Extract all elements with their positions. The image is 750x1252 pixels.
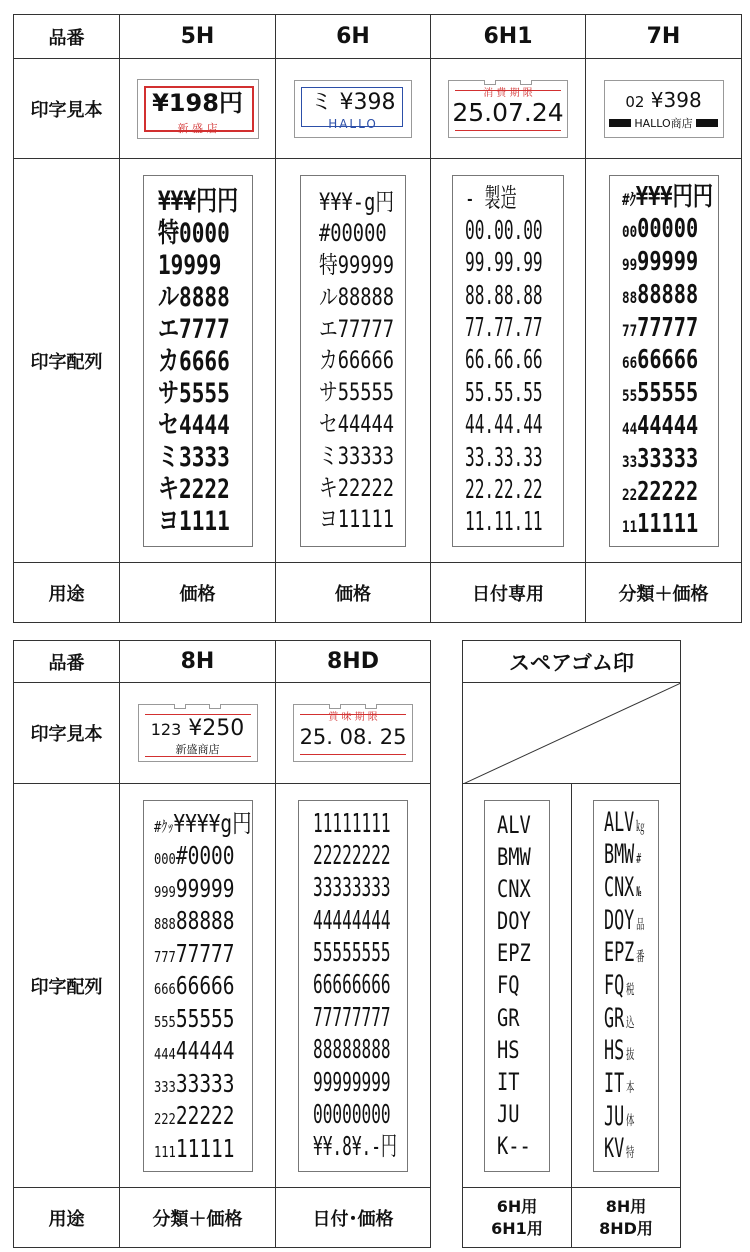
- print-line: K--: [497, 1132, 531, 1161]
- print-line: ALV: [497, 810, 531, 839]
- spare-stamp-letters: JU: [604, 1100, 625, 1132]
- print-line: [154, 908, 235, 933]
- print-line: セ44444: [319, 410, 395, 439]
- print-line-small: 77: [621, 320, 637, 340]
- usage-6h: 価格: [276, 563, 431, 623]
- model-5h: 5H: [120, 15, 276, 59]
- spare-stamp-letters: IT: [604, 1068, 625, 1099]
- print-line: セ4444: [157, 410, 230, 442]
- print-line-small: 11: [621, 517, 637, 537]
- sample-5h-price: ¥198円: [152, 88, 243, 117]
- row-label-sample: 印字見本: [14, 59, 120, 159]
- print-array-6h1: [452, 175, 564, 547]
- print-line: キ22222: [319, 473, 395, 502]
- spare-stamp-letters: FQ: [604, 969, 625, 1001]
- print-line: [621, 443, 698, 474]
- usage-5h: 価格: [120, 563, 276, 623]
- print-line-big: 11111: [175, 1133, 235, 1163]
- print-line: FQ: [497, 971, 520, 1000]
- spare-stamp-letters: DOY: [604, 904, 635, 936]
- print-line: 19999: [157, 249, 221, 281]
- print-line-big: 22222: [636, 476, 698, 507]
- print-line: ヨ1111: [157, 506, 230, 538]
- print-line: カ66666: [319, 346, 395, 375]
- print-line: EPZ: [497, 939, 531, 968]
- spare-stamp-kanji: ㎏: [636, 818, 645, 835]
- sample-7h-code: 02: [625, 92, 645, 111]
- array-cell-6h1: [431, 159, 586, 563]
- model-7h: 7H: [586, 15, 742, 59]
- print-line: [621, 509, 698, 540]
- print-line-small: #ｸｯ: [153, 817, 173, 836]
- sample-cell-6h: [276, 59, 431, 159]
- print-line: [621, 214, 698, 245]
- print-line: [621, 378, 698, 409]
- usage-6h1: 日付専用: [431, 563, 586, 623]
- print-line: [621, 476, 698, 507]
- table-spare-stamps: [462, 640, 681, 1248]
- spare-stamp-kanji: 税: [626, 981, 635, 998]
- print-line: ミ33333: [319, 441, 395, 470]
- print-line: GR: [497, 1003, 520, 1032]
- label-sample-8hd: [293, 704, 413, 762]
- sample-7h-shop: HALLO商店: [634, 116, 693, 130]
- row-label-usage-2: 用途: [14, 1188, 120, 1248]
- spare-stamp-kanji: #: [636, 851, 642, 868]
- sample-cell-8h: [120, 683, 276, 784]
- array-cell-7h: [586, 159, 742, 563]
- print-line: 22.22.22: [465, 475, 543, 506]
- label-sample-5h: [137, 79, 259, 139]
- sample-8hd-header: 賞 味 期 限: [328, 712, 378, 723]
- print-line: [621, 345, 698, 376]
- print-line-small: 222: [153, 1110, 176, 1128]
- spare-stamp-line: [604, 839, 642, 871]
- spare-stamp-kanji: 体: [626, 1112, 635, 1129]
- print-line: 77777777: [313, 1002, 391, 1033]
- print-line: HS: [497, 1035, 520, 1064]
- print-line: [621, 312, 698, 343]
- print-array-8hd: [298, 800, 408, 1172]
- print-line: 00000000: [313, 1100, 391, 1131]
- spare-stamp-line: [604, 904, 645, 936]
- spare-stamp-line: [604, 806, 645, 838]
- spare-stamp-letters: GR: [604, 1002, 625, 1034]
- sample-cell-7h: [586, 59, 742, 159]
- print-line: 11.11.11: [465, 507, 543, 538]
- print-line: JU: [497, 1100, 520, 1129]
- row-label-sample-2: 印字見本: [14, 683, 120, 784]
- spare-stamp-kanji: 特: [626, 1145, 635, 1162]
- spare-stamp-letters: BMW: [604, 839, 635, 871]
- print-line: エ7777: [157, 313, 230, 345]
- print-line: サ5555: [157, 378, 230, 410]
- spare-stamp-line: [604, 1100, 635, 1132]
- print-line: 99999999: [313, 1067, 391, 1098]
- print-line: [621, 247, 698, 278]
- print-line-small: 666: [153, 980, 176, 998]
- print-line: [153, 1133, 235, 1163]
- spare-stamp-kanji: 抜: [626, 1047, 635, 1064]
- spare-stamp-line: [604, 937, 645, 969]
- spare-stamp-kanji: 本: [626, 1080, 635, 1096]
- print-line: ミ3333: [157, 442, 230, 474]
- print-line-big: 66666: [175, 971, 235, 1000]
- print-line: - 製造: [465, 183, 517, 214]
- print-line: 77.77.77: [465, 313, 543, 344]
- print-line: 88.88.88: [465, 280, 543, 311]
- array-cell-5h: [120, 159, 276, 563]
- print-line: 88888888: [313, 1035, 391, 1066]
- sample-cell-6h1: [431, 59, 586, 159]
- spare-stamp-line: [604, 1035, 635, 1067]
- spare-stamp-line: [604, 969, 635, 1001]
- print-line: DOY: [497, 907, 531, 936]
- sample-6h-prefix: ミ: [310, 89, 333, 115]
- print-line-big: 77777: [175, 938, 235, 968]
- print-line: 55.55.55: [465, 377, 543, 408]
- spare-title: スペアゴム印: [463, 641, 681, 683]
- print-line: [153, 1003, 235, 1033]
- print-line-big: 99999: [175, 873, 235, 903]
- print-line-big: 55555: [175, 1003, 235, 1033]
- print-line: 11111111: [313, 808, 391, 839]
- sample-8h-price: ¥250: [188, 716, 245, 741]
- print-line-big: 44444: [175, 1036, 235, 1065]
- spare-stamp-letters: CNX: [604, 871, 635, 903]
- print-line-big: ¥¥¥¥g円: [172, 808, 252, 838]
- print-line: 66.66.66: [465, 345, 543, 376]
- sample-cell-8hd: [276, 683, 431, 784]
- spare-stamp-line: [604, 1133, 635, 1165]
- print-line-small: 111: [153, 1142, 176, 1161]
- spare-stamp-letters: KV: [604, 1133, 625, 1165]
- print-line: ル88888: [319, 282, 395, 311]
- print-line: [621, 181, 713, 212]
- usage-7h: 分類＋価格: [586, 563, 742, 623]
- spare-usage-8hd: 8HD用: [599, 1218, 653, 1238]
- spare-stamp-line: [604, 1002, 635, 1034]
- print-line-big: 66666: [636, 345, 698, 376]
- print-line: [621, 411, 698, 442]
- spare-usage-6h: 6H用: [496, 1196, 538, 1216]
- sample-5h-shop: 新 盛 店: [177, 121, 218, 135]
- spare-stamp-letters: HS: [604, 1035, 625, 1067]
- sample-6h1-header: 消 費 期 限: [483, 87, 533, 99]
- sample-8hd-date: 25. 08. 25: [299, 725, 407, 749]
- row-label-usage: 用途: [14, 563, 120, 623]
- print-line-small: 000: [153, 850, 176, 868]
- print-line: ¥¥¥円円: [157, 185, 238, 217]
- print-array-6h: [300, 175, 406, 547]
- print-line: 55555555: [313, 938, 391, 969]
- usage-8h: 分類＋価格: [120, 1188, 276, 1248]
- print-line: [153, 808, 252, 838]
- model-8hd: 8HD: [276, 641, 431, 683]
- print-line-big: ¥¥¥円円: [635, 181, 713, 212]
- sample-6h-price: ¥398: [339, 89, 396, 115]
- print-line-big: 77777: [636, 312, 698, 343]
- array-cell-8h: [120, 784, 276, 1188]
- spare-stamp-letters: ALV: [604, 806, 635, 838]
- spare-usage-2: [572, 1188, 681, 1248]
- print-line-small: 55: [621, 386, 637, 406]
- print-line: [154, 973, 235, 998]
- print-line: ¥¥¥-g円: [319, 187, 395, 216]
- print-array-8h: [143, 800, 253, 1172]
- print-line-big: 55555: [636, 378, 698, 409]
- print-line: [621, 279, 698, 310]
- print-line-small: 00: [621, 222, 637, 242]
- model-6h: 6H: [276, 15, 431, 59]
- print-line: IT: [497, 1068, 520, 1096]
- print-line: 44.44.44: [465, 410, 543, 441]
- print-line-big: 33333: [636, 443, 698, 474]
- spare-usage-8h: 8H用: [605, 1196, 647, 1216]
- spare-stamp-kanji: 込: [626, 1014, 635, 1031]
- print-line-small: 444: [153, 1045, 176, 1063]
- spare-stamp-letters: EPZ: [604, 937, 635, 969]
- row-label-model: 品番: [14, 15, 120, 59]
- row-label-model-2: 品番: [14, 641, 120, 683]
- print-line: #00000: [319, 219, 387, 248]
- array-cell-6h: [276, 159, 431, 563]
- table-8h: [13, 640, 431, 1248]
- sample-7h-price: ¥398: [650, 87, 702, 112]
- print-line-small: 22: [621, 484, 637, 504]
- print-line-big: 00000: [636, 214, 698, 245]
- print-line-big: 11111: [636, 509, 698, 540]
- print-line: [153, 938, 235, 968]
- print-line: 33333333: [313, 873, 391, 904]
- print-line: カ6666: [157, 345, 230, 377]
- print-line: ル8888: [157, 281, 230, 313]
- label-sample-6h1: [448, 80, 568, 138]
- spare-stamp-col2: [593, 800, 659, 1172]
- print-line-big: #0000: [175, 841, 235, 870]
- print-line-big: 99999: [636, 247, 698, 278]
- print-line-small: 333: [153, 1077, 176, 1096]
- print-line-small: 99: [621, 255, 637, 275]
- spare-stamp-kanji: 番: [636, 949, 645, 966]
- print-line: 66666666: [313, 970, 391, 1001]
- spare-usage-1: [463, 1188, 572, 1248]
- spare-diagonal-cell: [463, 683, 681, 784]
- print-line: ¥¥.8¥.-円: [313, 1132, 398, 1163]
- print-line-small: 88: [621, 287, 637, 307]
- print-line-big: 88888: [636, 279, 698, 310]
- print-line-big: 44444: [636, 411, 698, 442]
- print-line: CNX: [497, 874, 531, 903]
- print-line: [154, 1103, 235, 1128]
- print-line-small: 33: [621, 451, 637, 471]
- print-line: [153, 873, 235, 903]
- print-line-big: 22222: [175, 1101, 235, 1130]
- model-8h: 8H: [120, 641, 276, 683]
- table-main: [13, 14, 742, 623]
- print-line-small: 777: [153, 947, 176, 966]
- spare-usage-6h1: 6H1用: [491, 1218, 543, 1238]
- print-line: エ77777: [319, 314, 395, 343]
- row-label-layout: 印字配列: [14, 159, 120, 563]
- print-line-big: 88888: [175, 906, 235, 935]
- print-line-small: 999: [153, 882, 176, 901]
- print-line: 99.99.99: [465, 248, 543, 279]
- print-line: 特0000: [157, 217, 230, 249]
- print-line: キ2222: [157, 474, 230, 506]
- sample-8h-code: 123: [150, 720, 182, 739]
- print-line: [154, 843, 235, 868]
- sample-6h1-date: 25.07.24: [452, 97, 564, 127]
- print-line: 00.00.00: [465, 215, 543, 246]
- spare-col2-cell: [572, 784, 681, 1188]
- spare-stamp-col1: [484, 800, 550, 1172]
- row-label-layout-2: 印字配列: [14, 784, 120, 1188]
- print-line: サ55555: [319, 378, 395, 407]
- print-line-small: 44: [621, 419, 637, 439]
- print-line: [153, 1068, 235, 1098]
- model-6h1: 6H1: [431, 15, 586, 59]
- sample-8h-shop: 新盛商店: [175, 743, 220, 756]
- print-line-small: 888: [153, 915, 176, 933]
- spare-stamp-kanji: 品: [636, 916, 645, 933]
- spare-stamp-kanji: №: [636, 883, 642, 900]
- print-line-big: 33333: [175, 1068, 235, 1098]
- print-array-7h: [609, 175, 719, 547]
- print-line: [154, 1038, 235, 1063]
- print-line: 33.33.33: [465, 442, 543, 473]
- diagonal-line: [463, 683, 681, 784]
- label-sample-7h: [604, 80, 724, 138]
- label-sample-8h: [138, 704, 258, 762]
- print-line: ヨ11111: [319, 505, 395, 534]
- array-cell-8hd: [276, 784, 431, 1188]
- sample-cell-5h: [120, 59, 276, 159]
- print-line: 特99999: [319, 251, 395, 280]
- spare-stamp-line: [604, 1070, 634, 1097]
- usage-8hd: 日付･価格: [276, 1188, 431, 1248]
- print-line: BMW: [497, 842, 531, 871]
- print-line-small: 66: [621, 353, 637, 373]
- print-line: 44444444: [313, 905, 391, 936]
- print-line-small: #ｸ: [621, 189, 636, 209]
- label-sample-6h: [294, 80, 412, 138]
- print-array-5h: [143, 175, 253, 547]
- print-line: 22222222: [313, 840, 391, 871]
- print-line-small: 555: [153, 1012, 176, 1031]
- sample-6h-shop: HALLO: [328, 116, 378, 131]
- spare-stamp-line: [604, 871, 642, 903]
- spare-col1-cell: [463, 784, 572, 1188]
